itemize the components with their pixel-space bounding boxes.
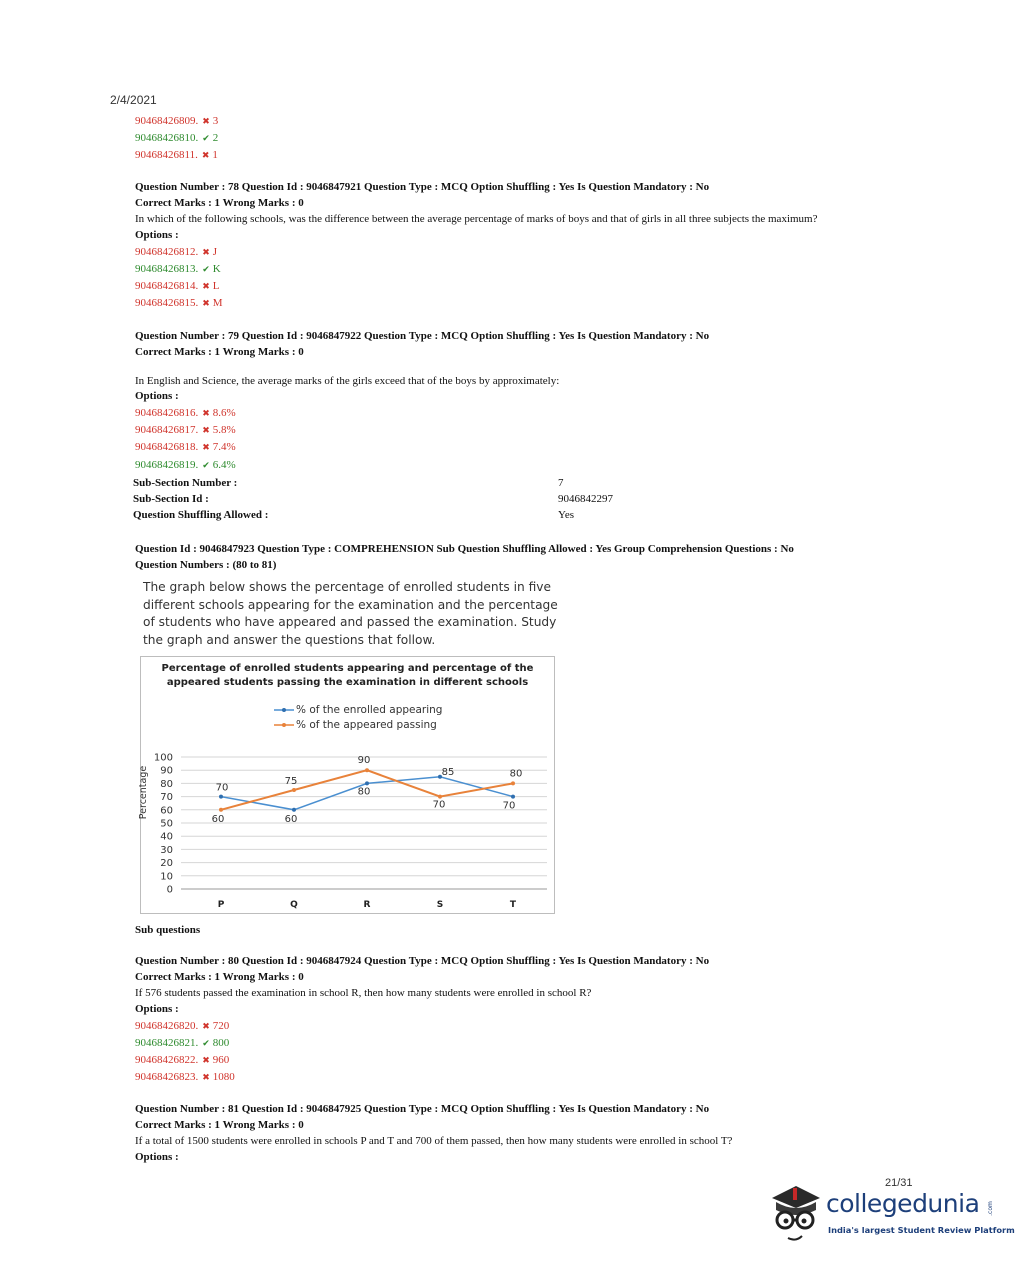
question-numbers: Question Numbers : (80 to 81) xyxy=(135,559,277,571)
option-id: 90468426820. xyxy=(135,1020,199,1032)
y-tick-label: 100 xyxy=(153,752,173,764)
y-tick-label: 40 xyxy=(160,831,173,843)
option-row xyxy=(135,1037,229,1049)
question-marks: Correct Marks : 1 Wrong Marks : 0 xyxy=(135,346,304,358)
question-marks: Correct Marks : 1 Wrong Marks : 0 xyxy=(135,971,304,983)
shuffle-label: Question Shuffling Allowed : xyxy=(133,509,269,521)
question-header: Question Number : 78 Question Id : 9046847921 Question Type : MCQ Option Shuffling : Yes Is Question Mandatory : No xyxy=(135,181,710,193)
y-tick-label: 30 xyxy=(160,844,173,856)
cross-icon: ✖ xyxy=(202,1056,210,1066)
subsection-id-value: 9046842297 xyxy=(558,493,613,505)
print-date: 2/4/2021 xyxy=(110,93,157,107)
question-text: If 576 students passed the examination in school R, then how many students were enrolled in school R? xyxy=(135,987,592,999)
option-text: L xyxy=(212,280,220,292)
option-row xyxy=(135,1054,229,1066)
data-point xyxy=(219,808,223,812)
option-text: 960 xyxy=(212,1054,230,1066)
comprehension-header: Question Id : 9046847923 Question Type : COMPREHENSION Sub Question Shuffling Allowed : Yes Group Comprehension Questions : No xyxy=(135,543,794,555)
option-text: 5.8% xyxy=(212,424,236,436)
question-header: Question Number : 81 Question Id : 9046847925 Question Type : MCQ Option Shuffling : Yes Is Question Mandatory : No xyxy=(135,1103,710,1115)
data-label: 90 xyxy=(357,755,371,767)
data-point xyxy=(438,795,442,799)
data-label: 60 xyxy=(211,813,225,825)
cross-icon: ✖ xyxy=(202,282,210,292)
option-id: 90468426814. xyxy=(135,280,199,292)
option-id: 90468426822. xyxy=(135,1054,199,1066)
option-text: 6.4% xyxy=(212,459,236,471)
y-tick-label: 60 xyxy=(160,805,173,817)
option-row xyxy=(135,149,218,161)
question-marks: Correct Marks : 1 Wrong Marks : 0 xyxy=(135,197,304,209)
cross-icon: ✖ xyxy=(202,299,210,309)
option-text: 720 xyxy=(212,1020,230,1032)
option-id: 90468426809. xyxy=(135,115,199,127)
data-label: 80 xyxy=(357,786,371,798)
intro-line: The graph below shows the percentage of enrolled students in five xyxy=(143,580,551,594)
y-tick-label: 20 xyxy=(160,858,173,870)
cross-icon: ✖ xyxy=(202,248,210,258)
check-icon: ✔ xyxy=(202,265,210,275)
student-mascot-icon xyxy=(766,1180,824,1248)
option-id: 90468426812. xyxy=(135,246,199,258)
option-row xyxy=(135,115,218,127)
sub-questions-label: Sub questions xyxy=(135,924,201,936)
data-point xyxy=(511,795,515,799)
data-point xyxy=(365,781,369,785)
option-row xyxy=(135,407,236,419)
x-tick-label: P xyxy=(217,900,225,910)
options-label: Options : xyxy=(135,1151,179,1163)
option-id: 90468426810. xyxy=(135,132,199,144)
data-label: 85 xyxy=(441,766,455,778)
brand-logo-text: collegedunia xyxy=(826,1189,980,1218)
intro-line: of students who have appeared and passed the examination. Study xyxy=(143,615,557,629)
subsection-number-value: 7 xyxy=(558,477,564,489)
option-text: 7.4% xyxy=(212,441,236,453)
option-row xyxy=(135,263,221,275)
data-label: 80 xyxy=(509,768,523,780)
option-row xyxy=(135,459,236,471)
options-label: Options : xyxy=(135,229,179,241)
option-text: 3 xyxy=(212,115,219,127)
y-tick-label: 10 xyxy=(160,871,173,883)
shuffle-value: Yes xyxy=(558,509,575,521)
line-chart xyxy=(140,656,555,914)
data-point xyxy=(292,808,296,812)
option-text: 1080 xyxy=(212,1071,235,1083)
y-tick-label: 0 xyxy=(166,884,173,896)
option-text: 8.6% xyxy=(212,407,236,419)
option-text: 1 xyxy=(212,149,218,161)
y-tick-label: 70 xyxy=(160,792,173,804)
intro-line: the graph and answer the questions that follow. xyxy=(143,632,436,647)
data-point xyxy=(292,788,296,792)
option-row xyxy=(135,1071,235,1083)
comprehension-intro xyxy=(143,579,558,649)
x-tick-label: T xyxy=(509,900,517,910)
intro-line: different schools appearing for the examination and the percentage xyxy=(143,597,558,612)
option-id: 90468426811. xyxy=(135,149,198,161)
question-text: If a total of 1500 students were enrolled in schools P and T and 700 of them passed, then how many students were enrolled in school T? xyxy=(135,1135,733,1147)
option-row xyxy=(135,246,217,258)
data-point xyxy=(365,768,369,772)
options-label: Options : xyxy=(135,1003,179,1015)
cross-icon: ✖ xyxy=(201,151,210,161)
option-text: J xyxy=(212,246,218,258)
subsection-number-label: Sub-Section Number : xyxy=(133,477,238,489)
y-tick-label: 80 xyxy=(160,778,173,790)
cross-icon: ✖ xyxy=(202,117,210,127)
cross-icon: ✖ xyxy=(202,1022,210,1032)
chart-title-line: Percentage of enrolled students appearing and percentage of the xyxy=(161,663,534,674)
option-id: 90468426815. xyxy=(135,297,199,309)
cross-icon: ✖ xyxy=(202,426,210,436)
check-icon: ✔ xyxy=(202,1039,210,1049)
data-label: 75 xyxy=(284,776,298,787)
data-label: 70 xyxy=(215,782,229,794)
page-number: 21/31 xyxy=(885,1177,913,1189)
legend-label: % of the appeared passing xyxy=(296,719,437,731)
question-text: In which of the following schools, was the difference between the average percentage of marks of boys and that of girls in all three subjects the maximum? xyxy=(135,213,818,225)
question-text: In English and Science, the average marks of the girls exceed that of the boys by approximately: xyxy=(135,375,560,387)
data-point xyxy=(511,781,515,785)
options-label: Options : xyxy=(135,390,179,402)
legend-label: % of the enrolled appearing xyxy=(296,704,443,716)
check-icon: ✔ xyxy=(202,461,210,471)
check-icon: ✔ xyxy=(202,134,210,144)
brand-tagline: India's largest Student Review Platform xyxy=(828,1225,1015,1235)
option-row xyxy=(135,1020,229,1032)
question-header: Question Number : 80 Question Id : 9046847924 Question Type : MCQ Option Shuffling : Yes Is Question Mandatory : No xyxy=(135,955,710,967)
option-row xyxy=(135,441,236,453)
cross-icon: ✖ xyxy=(202,409,210,419)
option-id: 90468426818. xyxy=(135,441,199,453)
option-text: 2 xyxy=(212,132,219,144)
option-row xyxy=(135,132,218,144)
data-point xyxy=(219,795,223,799)
chart-title-line: appeared students passing the examination in different schools xyxy=(166,677,529,688)
option-id: 90468426816. xyxy=(135,407,199,419)
question-header: Question Number : 79 Question Id : 9046847922 Question Type : MCQ Option Shuffling : Yes Is Question Mandatory : No xyxy=(135,330,710,342)
option-row xyxy=(135,280,220,292)
chart-plot xyxy=(141,657,554,913)
x-tick-label: S xyxy=(436,900,444,910)
option-text: 800 xyxy=(212,1037,230,1049)
option-text: K xyxy=(212,263,221,275)
data-label: 70 xyxy=(502,800,516,812)
option-id: 90468426813. xyxy=(135,263,199,275)
data-label: 70 xyxy=(432,799,446,811)
option-id: 90468426819. xyxy=(135,459,199,471)
subsection-id-label: Sub-Section Id : xyxy=(133,493,209,505)
brand-logo-suffix: .com xyxy=(986,1201,994,1216)
y-axis-label: Percentage xyxy=(138,765,150,820)
y-tick-label: 90 xyxy=(160,765,173,777)
option-id: 90468426821. xyxy=(135,1037,199,1049)
option-id: 90468426823. xyxy=(135,1071,199,1083)
cross-icon: ✖ xyxy=(202,443,210,453)
cross-icon: ✖ xyxy=(202,1073,210,1083)
data-label: 60 xyxy=(284,813,298,825)
option-id: 90468426817. xyxy=(135,424,199,436)
option-text: M xyxy=(212,297,223,309)
x-tick-label: Q xyxy=(290,900,298,910)
question-marks: Correct Marks : 1 Wrong Marks : 0 xyxy=(135,1119,304,1131)
option-row xyxy=(135,424,236,436)
y-tick-label: 50 xyxy=(160,818,173,830)
option-row xyxy=(135,297,223,309)
x-tick-label: R xyxy=(363,900,371,910)
